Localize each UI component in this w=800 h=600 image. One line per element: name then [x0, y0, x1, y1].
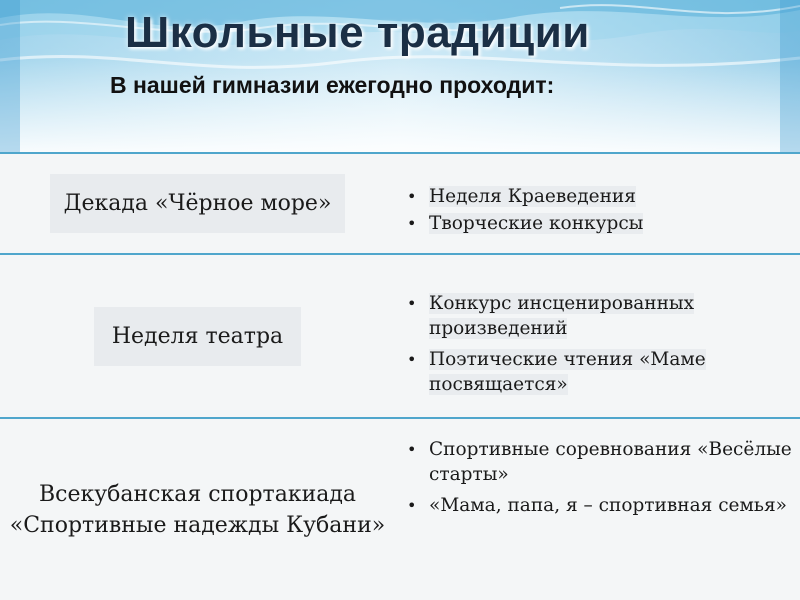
- event-name: Неделя театра: [94, 307, 301, 366]
- bullet-icon: •: [407, 350, 417, 369]
- bullet-icon: •: [407, 294, 417, 313]
- list-item: [403, 291, 792, 341]
- table-row: [0, 152, 800, 253]
- activities-cell: [395, 255, 800, 417]
- activity-text: Творческие конкурсы: [429, 213, 644, 234]
- slide-title: Школьные традиции: [125, 8, 590, 57]
- event-cell: [0, 255, 395, 417]
- activities-list: [403, 184, 792, 238]
- table-row: [0, 253, 800, 417]
- bullet-icon: •: [407, 440, 417, 459]
- activity-text: Конкурс инсценированных произведений: [429, 293, 695, 339]
- slide-subtitle: В нашей гимназии ежегодно проходит:: [110, 72, 555, 98]
- activities-cell: [395, 419, 800, 600]
- event-cell: [0, 419, 395, 600]
- bullet-icon: •: [407, 187, 417, 206]
- bullet-icon: •: [407, 214, 417, 233]
- list-item: [403, 437, 792, 487]
- activities-list: [403, 437, 792, 524]
- table-row: [0, 417, 800, 600]
- list-item: [403, 211, 792, 236]
- header-water-background: [0, 0, 800, 152]
- activity-text: Неделя Краеведения: [429, 186, 636, 207]
- list-item: [403, 493, 792, 518]
- activity-text: Спортивные соревнования «Весёлые старты»: [429, 439, 792, 485]
- activity-text: Поэтические чтения «Маме посвящается»: [429, 349, 706, 395]
- traditions-table: [0, 152, 800, 600]
- event-name: Декада «Чёрное море»: [50, 174, 346, 233]
- event-name: Всекубанская спортакиада «Спортивные надежды Кубани»: [9, 481, 386, 538]
- bullet-icon: •: [407, 496, 417, 515]
- activities-cell: [395, 154, 800, 253]
- activities-list: [403, 291, 792, 403]
- event-cell: [0, 154, 395, 253]
- list-item: [403, 347, 792, 397]
- activity-text: «Мама, папа, я – спортивная семья»: [429, 495, 787, 516]
- list-item: [403, 184, 792, 209]
